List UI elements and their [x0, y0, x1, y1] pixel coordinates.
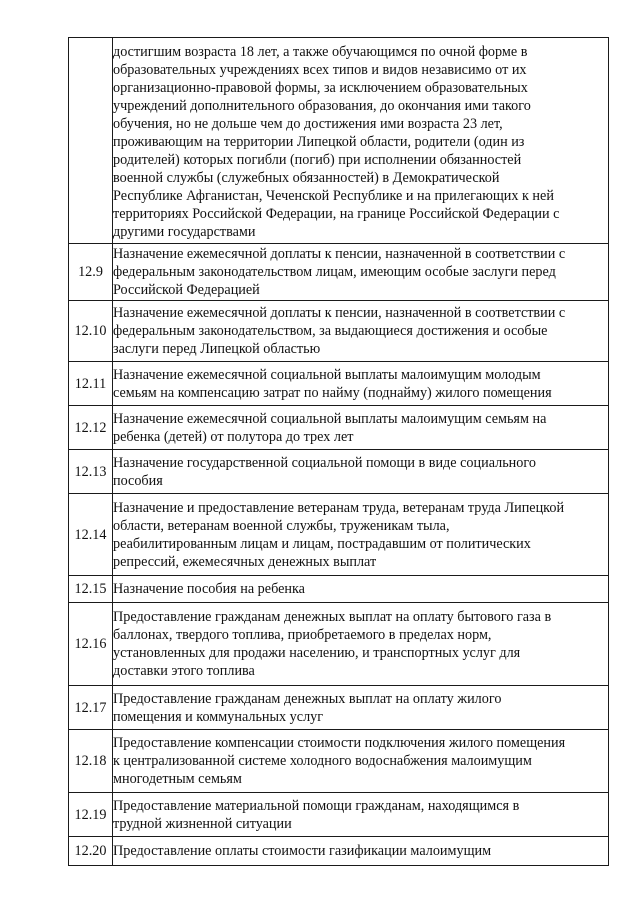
description-line: обучения, но не дольше чем до достижения ими возраста 23 лет, — [113, 116, 503, 132]
description-line: репрессий, ежемесячных денежных выплат — [113, 553, 377, 570]
item-description — [113, 406, 609, 450]
item-description — [113, 494, 609, 576]
item-number: 12.14 — [69, 494, 113, 576]
description-line: Назначение ежемесячной социальной выплаты малоимущим семьям на — [113, 410, 547, 427]
description-line: Назначение ежемесячной социальной выплаты малоимущим молодым — [113, 366, 541, 383]
item-description — [113, 301, 609, 362]
description-line: другими государствами — [113, 224, 256, 240]
item-number: 12.16 — [69, 603, 113, 686]
item-description — [113, 686, 609, 730]
item-number: 12.17 — [69, 686, 113, 730]
description-line: установленных для продажи населению, и транспортных услуг для — [113, 645, 521, 661]
description-line: семьям на компенсацию затрат по найму (поднайму) жилого помещения — [113, 384, 552, 401]
item-number: 12.20 — [69, 837, 113, 866]
table-row — [69, 450, 609, 494]
description-line: федеральным законодательством лицам, имеющим особые заслуги перед — [113, 264, 556, 280]
description-line: Назначение пособия на ребенка — [113, 581, 305, 597]
table-row — [69, 730, 609, 793]
description-line: образовательных учреждениях всех типов и видов независимо от их — [113, 62, 527, 78]
description-line: Назначение ежемесячной доплаты к пенсии, назначенной в соответствии с — [113, 305, 566, 321]
table-row — [69, 244, 609, 301]
item-number: 12.19 — [69, 793, 113, 837]
description-line: области, ветеранам военной службы, труженикам тыла, — [113, 517, 450, 534]
description-line: Предоставление материальной помощи гражданам, находящимся в — [113, 797, 520, 814]
services-table-body — [69, 38, 609, 866]
description-line: Назначение и предоставление ветеранам труда, ветеранам труда Липецкой — [113, 499, 565, 516]
table-row — [69, 837, 609, 866]
description-line: Назначение государственной социальной помощи в виде социального — [113, 454, 536, 471]
description-line: федеральным законодательством, за выдающиеся достижения и особые — [113, 323, 548, 339]
description-line: баллонах, твердого топлива, приобретаемого в пределах норм, — [113, 627, 492, 643]
description-line: Российской Федерацией — [113, 282, 260, 298]
table-row — [69, 603, 609, 686]
description-line: Республике Афганистан, Чеченской Республике и на прилегающих к ней — [113, 188, 554, 204]
item-number: 12.10 — [69, 301, 113, 362]
table-row — [69, 38, 609, 244]
description-line: ребенка (детей) от полутора до трех лет — [113, 428, 354, 445]
description-line: проживающим на территории Липецкой области, родители (один из — [113, 134, 525, 150]
table-row — [69, 362, 609, 406]
description-line: трудной жизненной ситуации — [113, 815, 292, 832]
description-line: многодетным семьям — [113, 771, 242, 787]
item-description — [113, 38, 609, 244]
item-description — [113, 576, 609, 603]
item-number: 12.11 — [69, 362, 113, 406]
description-line: Предоставление гражданам денежных выплат на оплату жилого — [113, 690, 502, 707]
item-description — [113, 730, 609, 793]
item-number — [69, 38, 113, 244]
item-description — [113, 837, 609, 866]
description-line: военной службы (служебных обязанностей) в Демократической — [113, 170, 500, 186]
table-row — [69, 494, 609, 576]
item-description — [113, 603, 609, 686]
item-description — [113, 793, 609, 837]
description-line: учреждений дополнительного образования, до окончания ими такого — [113, 98, 531, 114]
description-line: родителей) которых погибли (погиб) при исполнении обязанностей — [113, 152, 522, 168]
description-line: заслуги перед Липецкой областью — [113, 341, 321, 357]
item-number: 12.13 — [69, 450, 113, 494]
description-line: реабилитированным лицам и лицам, пострадавшим от политических — [113, 535, 531, 552]
description-line: организационно-правовой формы, за исключением образовательных — [113, 80, 528, 96]
description-line: Предоставление гражданам денежных выплат на оплату бытового газа в — [113, 609, 552, 625]
table-row — [69, 576, 609, 603]
item-number: 12.15 — [69, 576, 113, 603]
item-description — [113, 362, 609, 406]
table-row — [69, 793, 609, 837]
item-number: 12.18 — [69, 730, 113, 793]
item-description — [113, 450, 609, 494]
table-row — [69, 406, 609, 450]
item-number: 12.12 — [69, 406, 113, 450]
description-line: к централизованной системе холодного водоснабжения малоимущим — [113, 753, 532, 769]
description-line: Назначение ежемесячной доплаты к пенсии, назначенной в соответствии с — [113, 246, 566, 262]
item-description — [113, 244, 609, 301]
description-line: пособия — [113, 472, 163, 489]
services-table — [68, 37, 609, 866]
description-line: территориях Российской Федерации, на границе Российской Федерации с — [113, 206, 560, 222]
description-line: помещения и коммунальных услуг — [113, 708, 324, 725]
description-line: доставки этого топлива — [113, 663, 255, 679]
description-line: Предоставление компенсации стоимости подключения жилого помещения — [113, 735, 566, 751]
item-number: 12.9 — [69, 244, 113, 301]
description-line: Предоставление оплаты стоимости газификации малоимущим — [113, 843, 492, 859]
table-row — [69, 301, 609, 362]
table-row — [69, 686, 609, 730]
description-line: достигшим возраста 18 лет, а также обучающимся по очной форме в — [113, 44, 528, 60]
